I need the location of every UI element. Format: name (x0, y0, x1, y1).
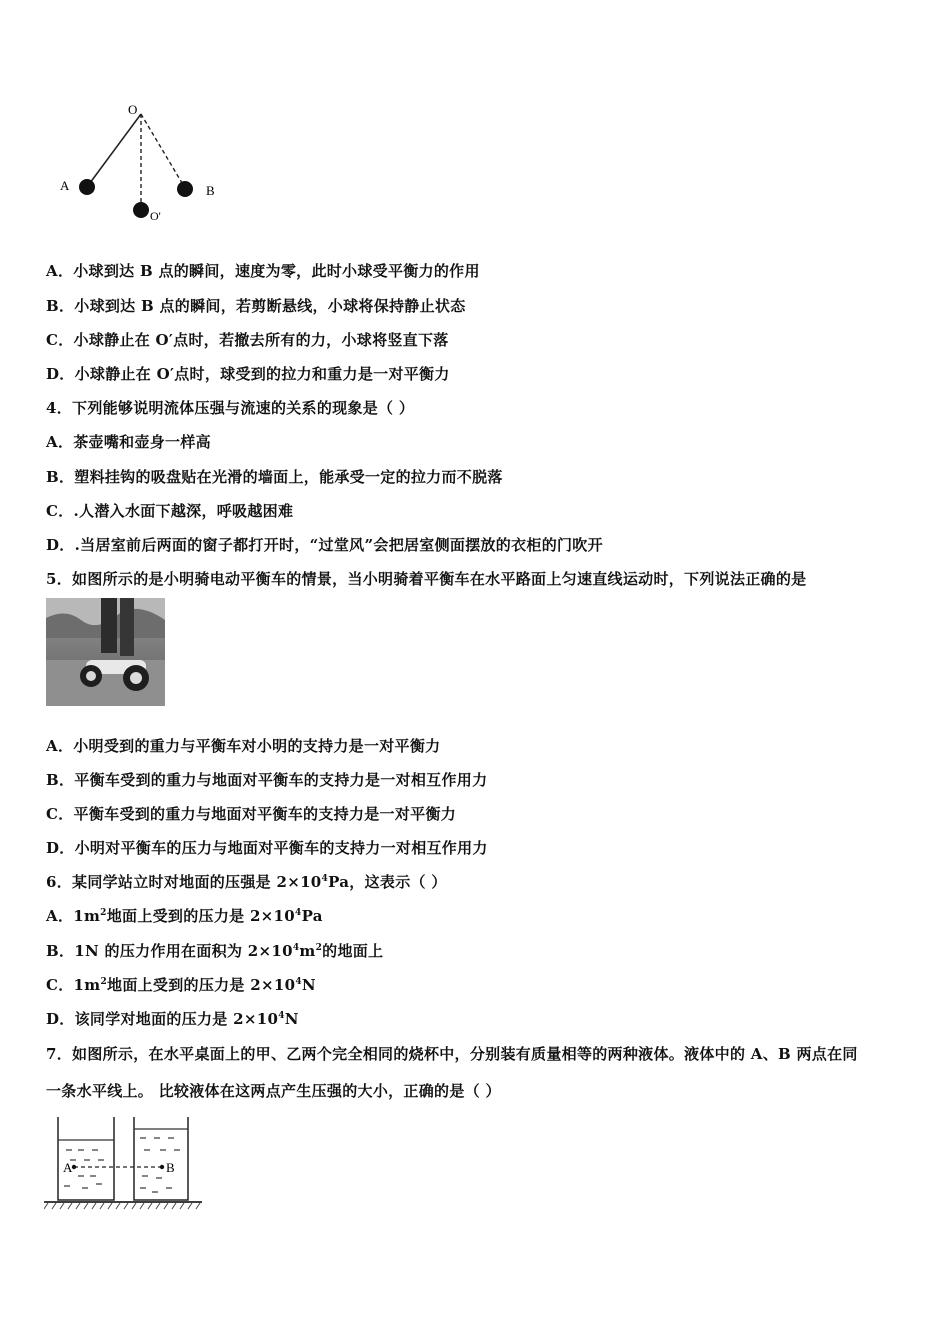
q3-option-b: B．小球到达 B 点的瞬间，若剪断悬线，小球将保持静止状态 (46, 297, 466, 315)
q6-option-b: B．1N 的压力作用在面积为 $2\times 10^4m^2$的地面上 (46, 942, 384, 960)
q3-option-c: C．小球静止在 O′点时，若撤去所有的力，小球将竖直下落 (46, 331, 449, 349)
q5-stem: 5．如图所示的是小明骑电动平衡车的情景，当小明骑着平衡车在水平路面上匀速直线运动时，下列说法正确的是 (46, 570, 807, 588)
ball-a (79, 179, 95, 195)
q6-stem: 6．某同学站立时对地面的压强是 $2\times 10^4Pa$，这表示（ ） (46, 873, 447, 891)
q4-option-a: A．茶壶嘴和壶身一样高 (46, 433, 211, 451)
q6-option-c: C．$1m^2$地面上受到的压力是 $2\times 10^4N$ (46, 976, 316, 994)
label-b: B (206, 183, 215, 198)
q4-option-c: C．.人潜入水面下越深，呼吸越困难 (46, 502, 294, 520)
label-a: A (63, 1160, 73, 1175)
q5-option-a: A．小明受到的重力与平衡车对小明的支持力是一对平衡力 (46, 737, 441, 755)
q7-stem-line2: 一条水平线上。 比较液体在这两点产生压强的大小，正确的是（ ） (46, 1082, 501, 1100)
q3-option-d: D．小球静止在 O′点时，球受到的拉力和重力是一对平衡力 (46, 365, 450, 383)
q5-option-b: B．平衡车受到的重力与地面对平衡车的支持力是一对相互作用力 (46, 771, 488, 789)
q4-option-b: B．塑料挂钩的吸盘贴在光滑的墙面上，能承受一定的拉力而不脱落 (46, 468, 503, 486)
q5-option-c: C．平衡车受到的重力与地面对平衡车的支持力是一对平衡力 (46, 805, 457, 823)
q6-option-a: A．$1m^2$地面上受到的压力是 $2\times 10^4Pa$ (46, 907, 323, 925)
q4-stem: 4．下列能够说明流体压强与流速的关系的现象是（ ） (46, 399, 415, 417)
q4-option-d: D．.当居室前后两面的窗子都打开时，“过堂风”会把居室侧面摆放的衣柜的门吹开 (46, 536, 603, 554)
beakers-figure (44, 1112, 204, 1212)
q6-option-d: D．该同学对地面的压力是 $2\times 10^4N$ (46, 1010, 299, 1028)
label-b: B (166, 1160, 175, 1175)
q5-option-d: D．小明对平衡车的压力与地面对平衡车的支持力一对相互作用力 (46, 839, 488, 857)
q3-option-a: A．小球到达 B 点的瞬间，速度为零，此时小球受平衡力的作用 (46, 262, 480, 280)
ball-o-prime (133, 202, 149, 218)
pendulum-figure (55, 100, 230, 225)
balance-scooter-photo (46, 598, 165, 706)
q7-stem-line1: 7．如图所示，在水平桌面上的甲、乙两个完全相同的烧杯中，分别装有质量相等的两种液体。液体中的 A、B 两点在同 (46, 1045, 858, 1063)
ball-b (177, 181, 193, 197)
label-o-prime: O' (150, 209, 161, 223)
label-a: A (60, 178, 70, 193)
label-o: O (128, 102, 138, 117)
